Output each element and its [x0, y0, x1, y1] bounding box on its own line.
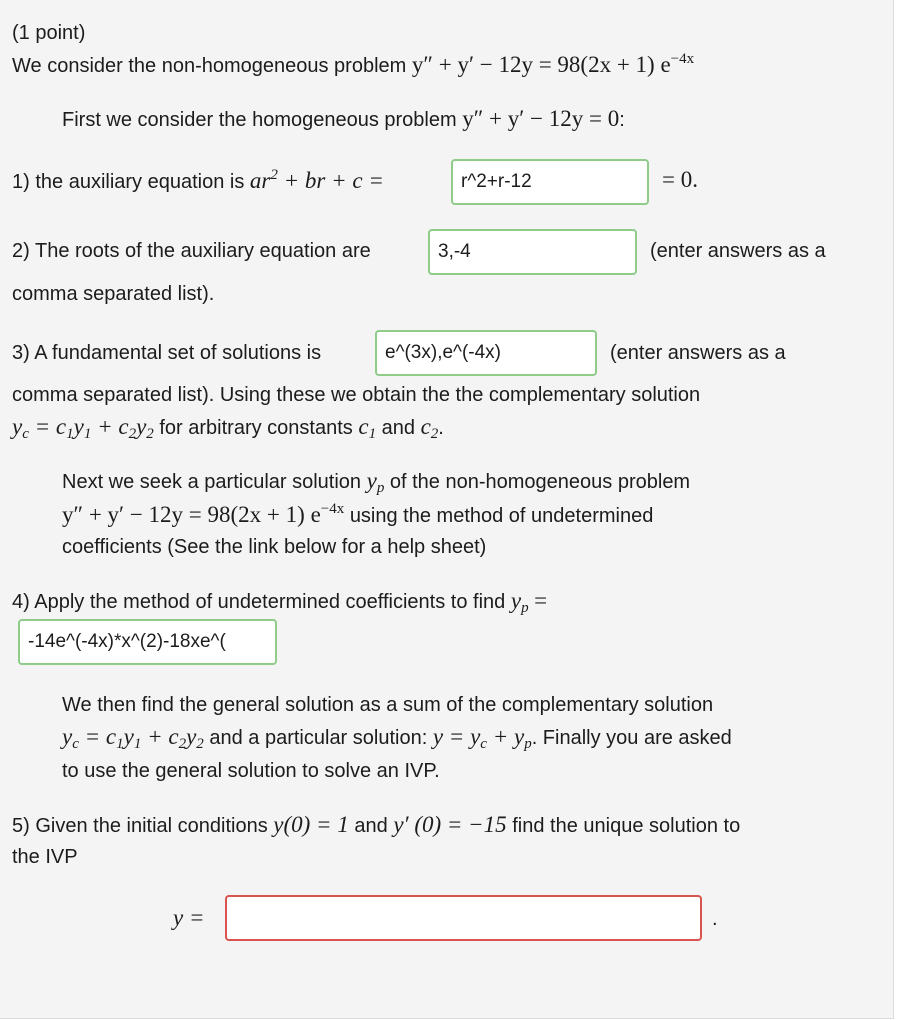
ivp-solution-input[interactable]: [225, 895, 702, 941]
part2-hint-cont: comma separated list).: [12, 283, 215, 305]
points-label: (1 point): [12, 22, 86, 44]
part5-label: 5) Given the initial conditions y(0) = 1 and y′ (0) = −15 find the unique solution to: [12, 812, 741, 837]
general-text-2: $y_c = c_1y_1 + c_2y_2$ and a particular solution: $y = y_c + y_p$. Finally you are asked: [62, 724, 732, 752]
complementary-solution: $y_c = c_1y_1 + c_2y_2$ for arbitrary constants $c_1$ and $c_2$.: [12, 414, 444, 442]
fundamental-set-input[interactable]: [375, 330, 597, 376]
part1-label: 1) the auxiliary equation is $ar^2$ + br + c =: [12, 167, 384, 193]
problem-statement: [12, 52, 694, 79]
particular-text-1: Next we seek a particular solution $y_p$ of the non-homogeneous problem: [62, 468, 691, 496]
part3-text: comma separated list). Using these we obtain the the complementary solution: [12, 384, 701, 406]
particular-text-2: y″ + y′ − 12y = 98(2x + 1) $e^{-4x}$ using the method of undetermined: [62, 501, 654, 527]
part2-label: 2) The roots of the auxiliary equation are: [12, 240, 371, 262]
hom-intro-text: First we consider the homogeneous problem: [62, 109, 457, 131]
ivp-period: .: [712, 908, 718, 930]
general-text-1: We then find the general solution as a sum of the complementary solution: [62, 694, 714, 716]
particular-solution-input[interactable]: [18, 619, 277, 665]
hom-ode: y″ + y′ − 12y = 0: [462, 106, 620, 131]
part1-equals-zero: = 0.: [662, 167, 698, 192]
homogeneous-statement: First we consider the homogeneous problem y″ + y′ − 12y = 0:: [62, 106, 625, 131]
nonhom-ode: y″ + y′ − 12y = 98(2x + 1) $e^{-4x}$: [411, 51, 695, 77]
particular-text-3: coefficients (See the link below for a help sheet): [62, 536, 487, 558]
roots-input[interactable]: [428, 229, 637, 275]
auxiliary-equation-input[interactable]: [451, 159, 649, 205]
part4-label: 4) Apply the method of undetermined coefficients to find $y_p$ =: [12, 588, 548, 616]
intro-text: We consider the non-homogeneous problem: [12, 55, 407, 77]
general-text-3: to use the general solution to solve an IVP.: [62, 760, 440, 782]
part3-label: 3) A fundamental set of solutions is: [12, 342, 322, 364]
part2-hint: (enter answers as a: [650, 240, 826, 262]
ivp-y-label: y =: [173, 905, 205, 930]
part3-hint: (enter answers as a: [610, 342, 786, 364]
part5-label-cont: the IVP: [12, 846, 78, 868]
